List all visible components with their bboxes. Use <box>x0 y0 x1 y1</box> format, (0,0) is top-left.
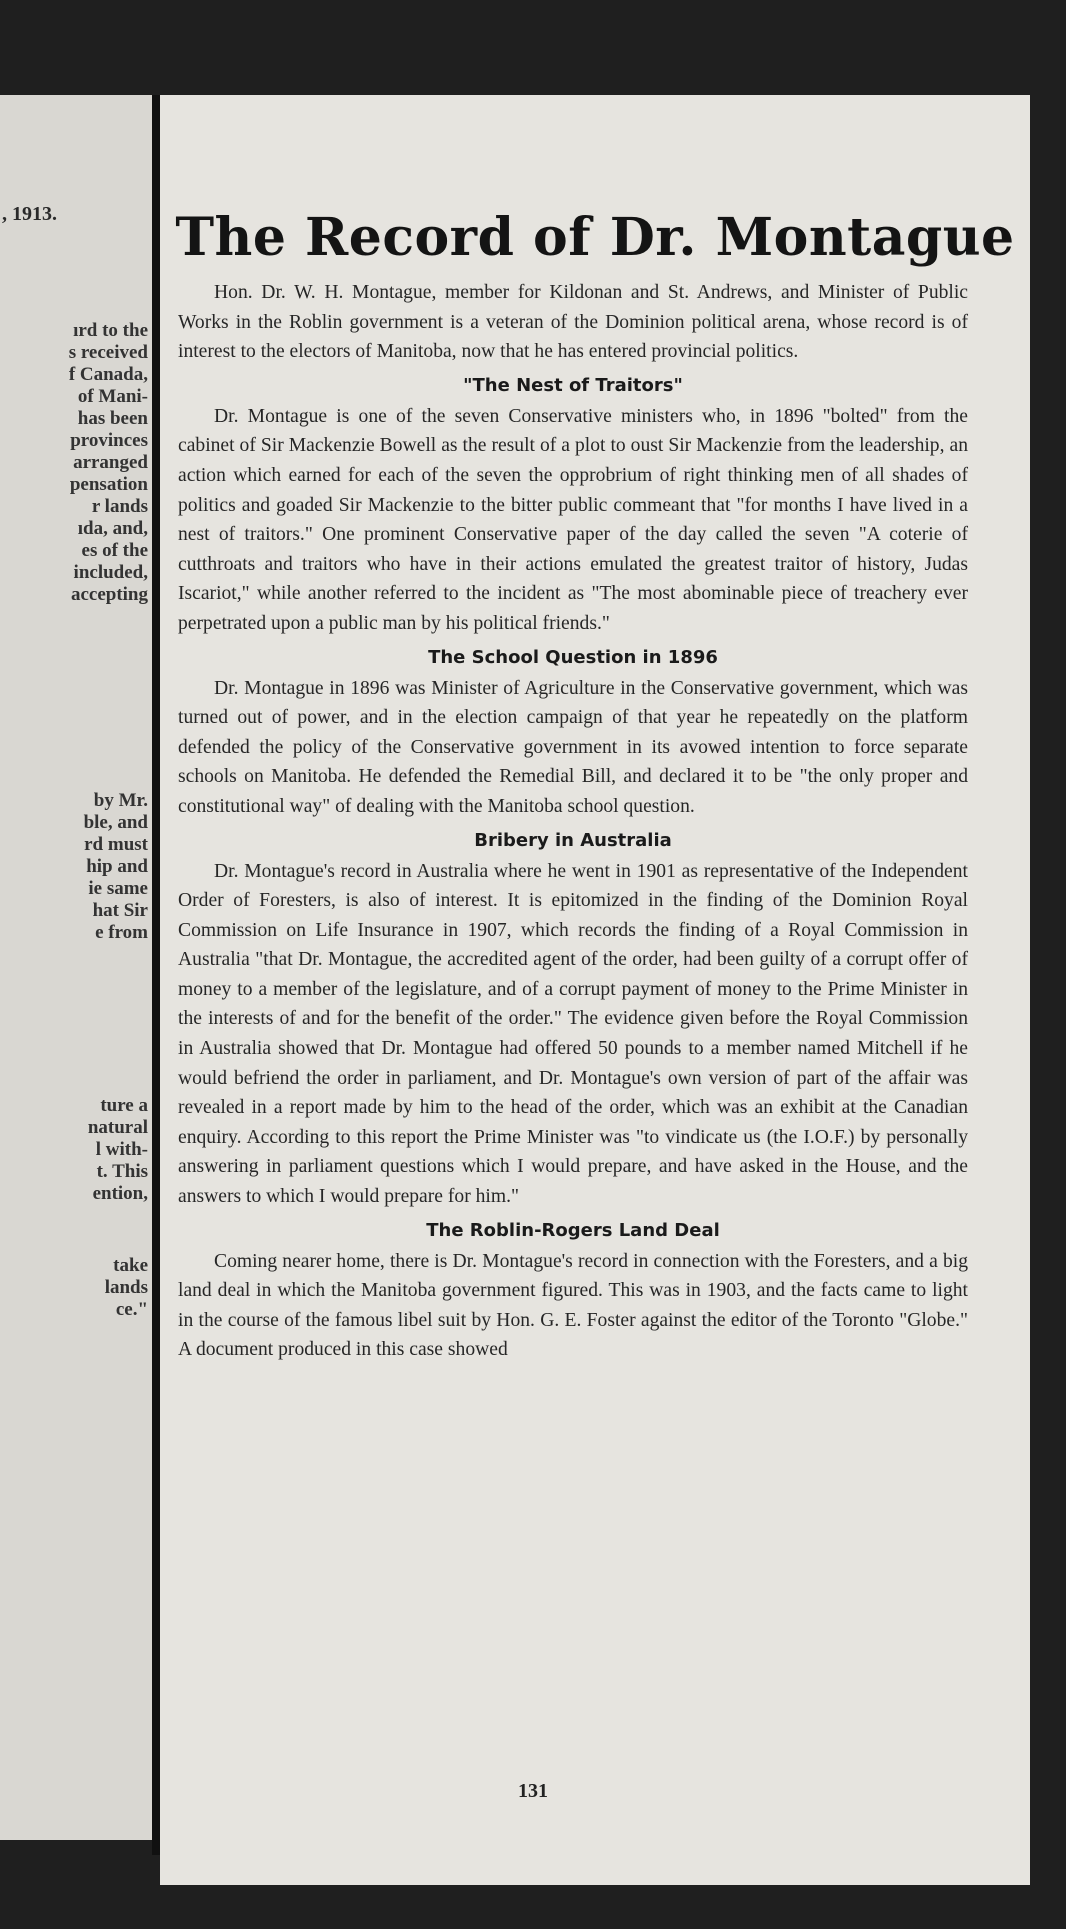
section-text-bribery: Dr. Montague's record in Australia where he went in 1901 as representative of the Independent Order of Foresters, is also of interest. It is epitomized in the finding of the Dominion Royal Commission on Life Insurance in 1907, which records the finding of a Royal Commission in Australia "that Dr. Montague, the accredited agent of the order, had been guilty of a corrupt offer of money to a member of the legislature, and of a corrupt payment of money to the Prime Minister in the interests of and for the benefit of the order." The evidence given before the Royal Commission in Australia showed that Dr. Montague had offered 50 pounds to a member named Mitchell if he would befriend the order in parliament, and Dr. Montague's own version of part of the affair was revealed in a report made by him to the head of the order, which was an exhibit at the Canadian enquiry. According to this report the Prime Minister was "to vindicate us (the I.O.F.) by personally answering in parliament questions which I would prepare, and have asked in the House, and the answers to which I would prepare for him." <box>178 860 968 1208</box>
left-text-block-3: ture a natural l with- t. This ention, <box>87 1095 148 1204</box>
left-text-block-1: ırd to the s received f Canada, of Mani- has been provinces arranged pensation r lands ıda, and, es of the included, accepting <box>68 320 148 605</box>
left-text-block-2: by Mr. ble, and rd must hip and ie same hat Sir e from <box>83 790 148 943</box>
page-gutter <box>152 95 160 1855</box>
page-number: 131 <box>518 1780 548 1802</box>
left-text-block-4: take lands ce." <box>104 1255 148 1320</box>
section-heading-traitors: "The Nest of Traitors" <box>463 374 683 396</box>
section-heading-school-question: The School Question in 1896 <box>428 646 718 668</box>
left-page-fragment <box>0 95 152 1840</box>
section-heading-land-deal: The Roblin-Rogers Land Deal <box>426 1219 720 1241</box>
section-text-traitors: Dr. Montague is one of the seven Conservative ministers who, in 1896 "bolted" from the cabinet of Sir Mackenzie Bowell as the result of a plot to oust Sir Mackenzie from the leadership, an action which earned for each of the seven the opprobrium of right thinking men of all shades of politics and goaded Sir Mackenzie to the bitter public commeant that "for months I have lived in a nest of traitors." One prominent Conservative paper of the day called the seven "A coterie of cutthroats and traitors who have in their actions emulated the greatest traitor of history, Judas Iscariot," while another referred to the incident as "The most abominable piece of treachery ever perpetrated upon a public man by his political friends." <box>178 405 968 634</box>
article-title: The Record of Dr. Montague <box>175 207 1015 268</box>
section-heading-bribery: Bribery in Australia <box>474 829 672 851</box>
section-text-land-deal: Coming nearer home, there is Dr. Montague's record in connection with the Foresters, and a big land deal in which the Manitoba government figured. This was in 1903, and the facts came to light in the course of the famous libel suit by Hon. G. E. Foster against the editor of the Toronto "Globe." A document produced in this case showed <box>178 1250 968 1361</box>
issue-date: , 1913. <box>2 203 57 225</box>
intro-paragraph: Hon. Dr. W. H. Montague, member for Kildonan and St. Andrews, and Minister of Public Works in the Roblin government is a veteran of the Dominion political arena, whose record is of interest to the electors of Manitoba, now that he has entered provincial politics. <box>178 282 968 363</box>
section-text-school-question: Dr. Montague in 1896 was Minister of Agriculture in the Conservative government, which was turned out of power, and in the election campaign of that year he repeatedly on the platform defended the policy of the Conservative government in its avowed intention to force separate schools on Manitoba. He defended the Remedial Bill, and declared it to be "the only proper and constitutional way" of dealing with the Manitoba school question. <box>178 677 968 817</box>
article-body <box>178 278 968 1365</box>
